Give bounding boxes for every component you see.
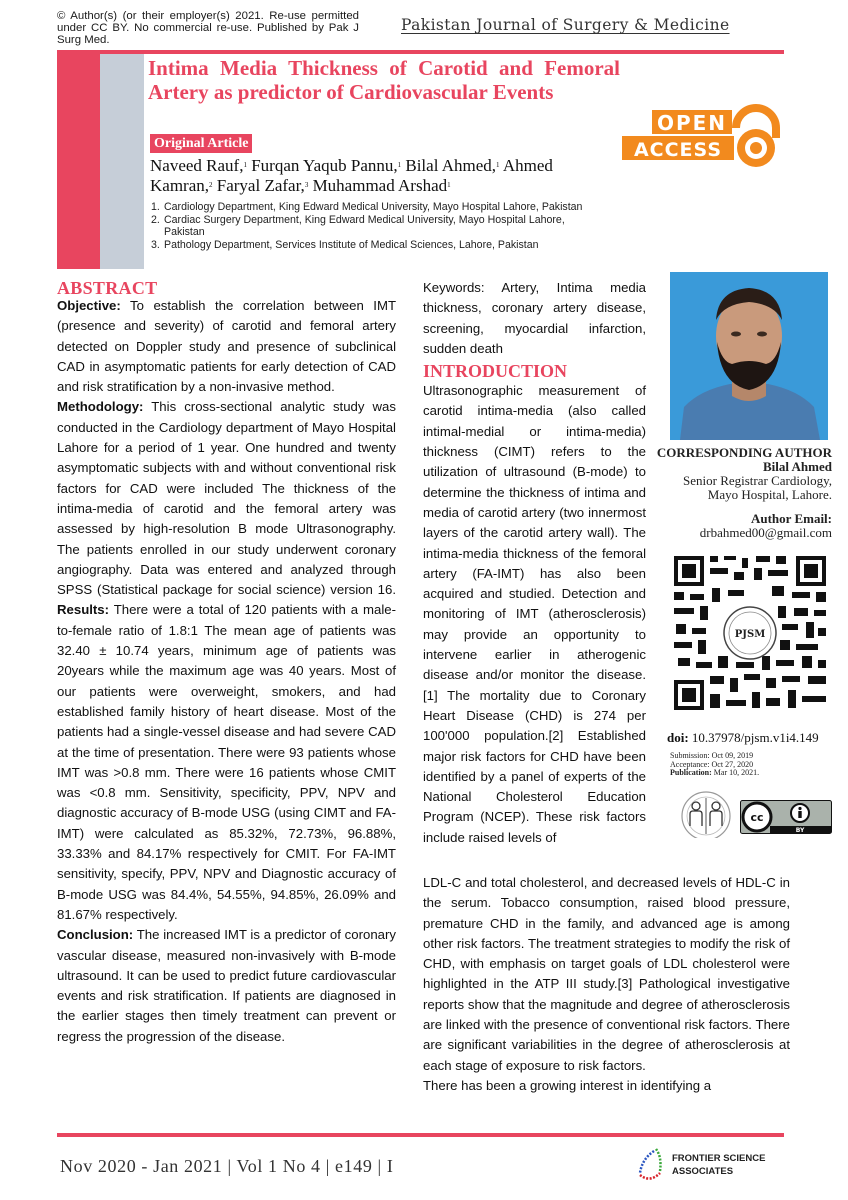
affiliation-list [151,201,601,251]
author: Furqan Yaqub Pannu,$^1$ [251,156,402,175]
abstract-objective: Objective: To establish the correlation between IMT (presence and severity) of carotid and femoral artery detected on Doppler study and presence of subclinical CAD in asymptomatic patients for early detection of CAD and risk stratification by a non-invasive method. [57,298,396,395]
cc-by-license-icon[interactable] [740,800,832,834]
article-type-badge: Original Article [150,134,252,153]
corresponding-place: Mayo Hospital, Lahore. [707,487,832,502]
abstract-body [57,296,396,1047]
peer-review-seal-icon [676,788,736,838]
introduction-paragraph: LDL-C and total cholesterol, and decreased levels of HDL-C in the serum. Tobacco consumption, raised blood pressure, premature CHD in the family, and advanced age is among other risk factors. The treatment strategies to modify the risk of CHD, with emphasis on target goals of LDL cholesterol were highlighted in the ATP III study.[3] Pathological investigative reports show that the magnitude and degree of atherosclerosis are linked with the presence of conventional risk factors. There are significant variabilities in the degree of atherosclerosis at each stage of exposure to risk factors. [423,875,790,1073]
author-email[interactable]: drbahmed00@gmail.com [699,525,832,540]
introduction-column [423,278,646,848]
top-divider [57,50,784,54]
submission-date: Submission: Oct 09, 2019 [670,751,754,760]
introduction-continued [423,873,790,1096]
decorative-red-bar [57,54,100,269]
abstract-methodology: Methodology: This cross-sectional analytic study was conducted in the Cardiology department of Mayo Hospital Lahore for a period of 1 year. One hundred and twenty asymptomatic subjects with and without conventional risk factors for CAD were included The thickness of the intima-media of carotid and the femoral artery was assessed by high-resolution B mode Ultrasonography. The patients enrolled in our study underwent coronary angiography. Data was entered and analyzed through SPSS (Statistical package for social science) version 16. Results: There were a total of 120 patients with a male-to-female ratio of 1.8:1 The mean age of patients was 32.40 ± 10.74 years, minimum age of patients was 20years while the maximum age was 40 years. Most of our patients were overweight, smokers, and had established family history of heart disease. Most of the patients had a single-vessel disease and had severe CAD at the time of presentation. There were 93 patients whose IMT was >0.8 mm. There were 16 patients whose CMIT was <0.8 mm. Sensitivity, specificity, PPV, NPV and diagnostic accuracy of B-mode USG (using CIMT and FA-IMT) were calculated as 85.32%, 72.73%, 96.88%, 33.33% and 84.17% respectively for CMIT. For FA-IMT sensitivity, specify, PPV, NPV and Diagnostic accuracy of B-mode USG was 84.4%, 54.55%, 94.85%, 26.09% and 81.67% respectively. [57,399,396,922]
journal-title[interactable]: Pakistan Journal of Surgery & Medicine [401,16,730,34]
publication-date: Publication: Mar 10, 2021. [670,768,760,777]
email-label: Author Email: [750,511,832,526]
copyright-notice: © Author(s) (or their employer(s) 2021. Re-use permitted under CC BY. No commercial re-use. Published by Pak J Surg Med. [57,10,359,46]
acceptance-date: Acceptance: Oct 27, 2020 [670,759,754,769]
svg-text:BY: BY [795,827,805,834]
corresponding-author [646,446,832,540]
person-portrait-icon [670,272,828,440]
open-access-icon [622,98,782,168]
decorative-grey-bar [100,54,144,269]
affiliation-item: 2. Cardiac Surgery Department, King Edward Medical University, Mayo Hospital Lahore, Pakistan [151,213,565,238]
author: Faryal Zafar,$^3$ [216,176,309,195]
bottom-divider [57,1133,784,1137]
introduction-paragraph: Ultrasonographic measurement of carotid intima-media (also called intimal-medial or intima-media) thickness (CIMT) refers to the utilization of ultrasound (B-mode) to determine the thickness of intima and media of carotid artery (two innermost layers of the carotid artery wall). The intima-media thickness of the femoral artery (FA-IMT) has also been acquired and studied. Detection and monitoring of IMT (atherosclerosis) may provide an opportunity to intervene earlier in atherogenic disease and/or monitor the disease.[1] The mortality due to Coronary Heart Disease (CHD) is 274 per 100'000 population.[2] Established major risk factors for CHD have been identified by a panel of experts of the National Cholesterol Education Program (NCEP). These risk factors include raised levels of [423,383,646,845]
introduction-paragraph: There has been a growing interest in identifying a [423,1077,712,1093]
abstract-heading: ABSTRACT [57,278,158,298]
author: Muhammad Arshad$^1$ [312,176,451,195]
corresponding-position: Senior Registrar Cardiology, [683,473,832,488]
corresponding-label: CORRESPONDING AUTHOR [656,445,832,460]
svg-text:OPEN: OPEN [656,111,728,135]
doi[interactable]: doi: 10.37978/pjsm.v1i4.149 [667,730,819,745]
author-list [150,156,600,196]
issue-info: Nov 2020 - Jan 2021 | Vol 1 No 4 | e149 | I [60,1156,394,1176]
svg-text:cc: cc [750,811,764,824]
keywords: Keywords: Artery, Intima media thickness, coronary artery disease, screening, myocardial infarction, sudden death [423,280,646,356]
publisher-name: FRONTIER SCIENCE ASSOCIATES [672,1153,766,1177]
introduction-heading: INTRODUCTION [423,361,568,382]
frontier-science-logo-icon [636,1147,666,1183]
abstract-conclusion: Conclusion: The increased IMT is a predictor of coronary vascular disease, measured non-invasively with B-mode ultrasound. It can be used to predict future cardiovascular events and risk stratification. If patients are diagnosed in the earlier stages then timely treatment can prevent or regress the progression of the disease. [57,927,396,1044]
author-photo [670,272,828,440]
qr-code-icon[interactable] [670,552,830,714]
publication-dates [670,752,759,778]
svg-text:PJSM: PJSM [734,629,766,640]
svg-text:ACCESS: ACCESS [633,139,723,161]
article-title: Intima Media Thickness of Carotid and Femoral Artery as predictor of Cardiovascular Events [148,56,620,104]
corresponding-name: Bilal Ahmed [763,459,832,474]
author: Naveed Rauf,$^1$ [150,156,247,175]
affiliation-item: 3. Pathology Department, Services Institute of Medical Sciences, Lahore, Pakistan [151,238,539,251]
author: Bilal Ahmed,$^1$ [405,156,500,175]
author: Ahmed Kamran,$^2$ [150,156,553,195]
affiliation-item: 1. Cardiology Department, King Edward Medical University, Mayo Hospital Lahore, Pakistan [151,201,583,213]
